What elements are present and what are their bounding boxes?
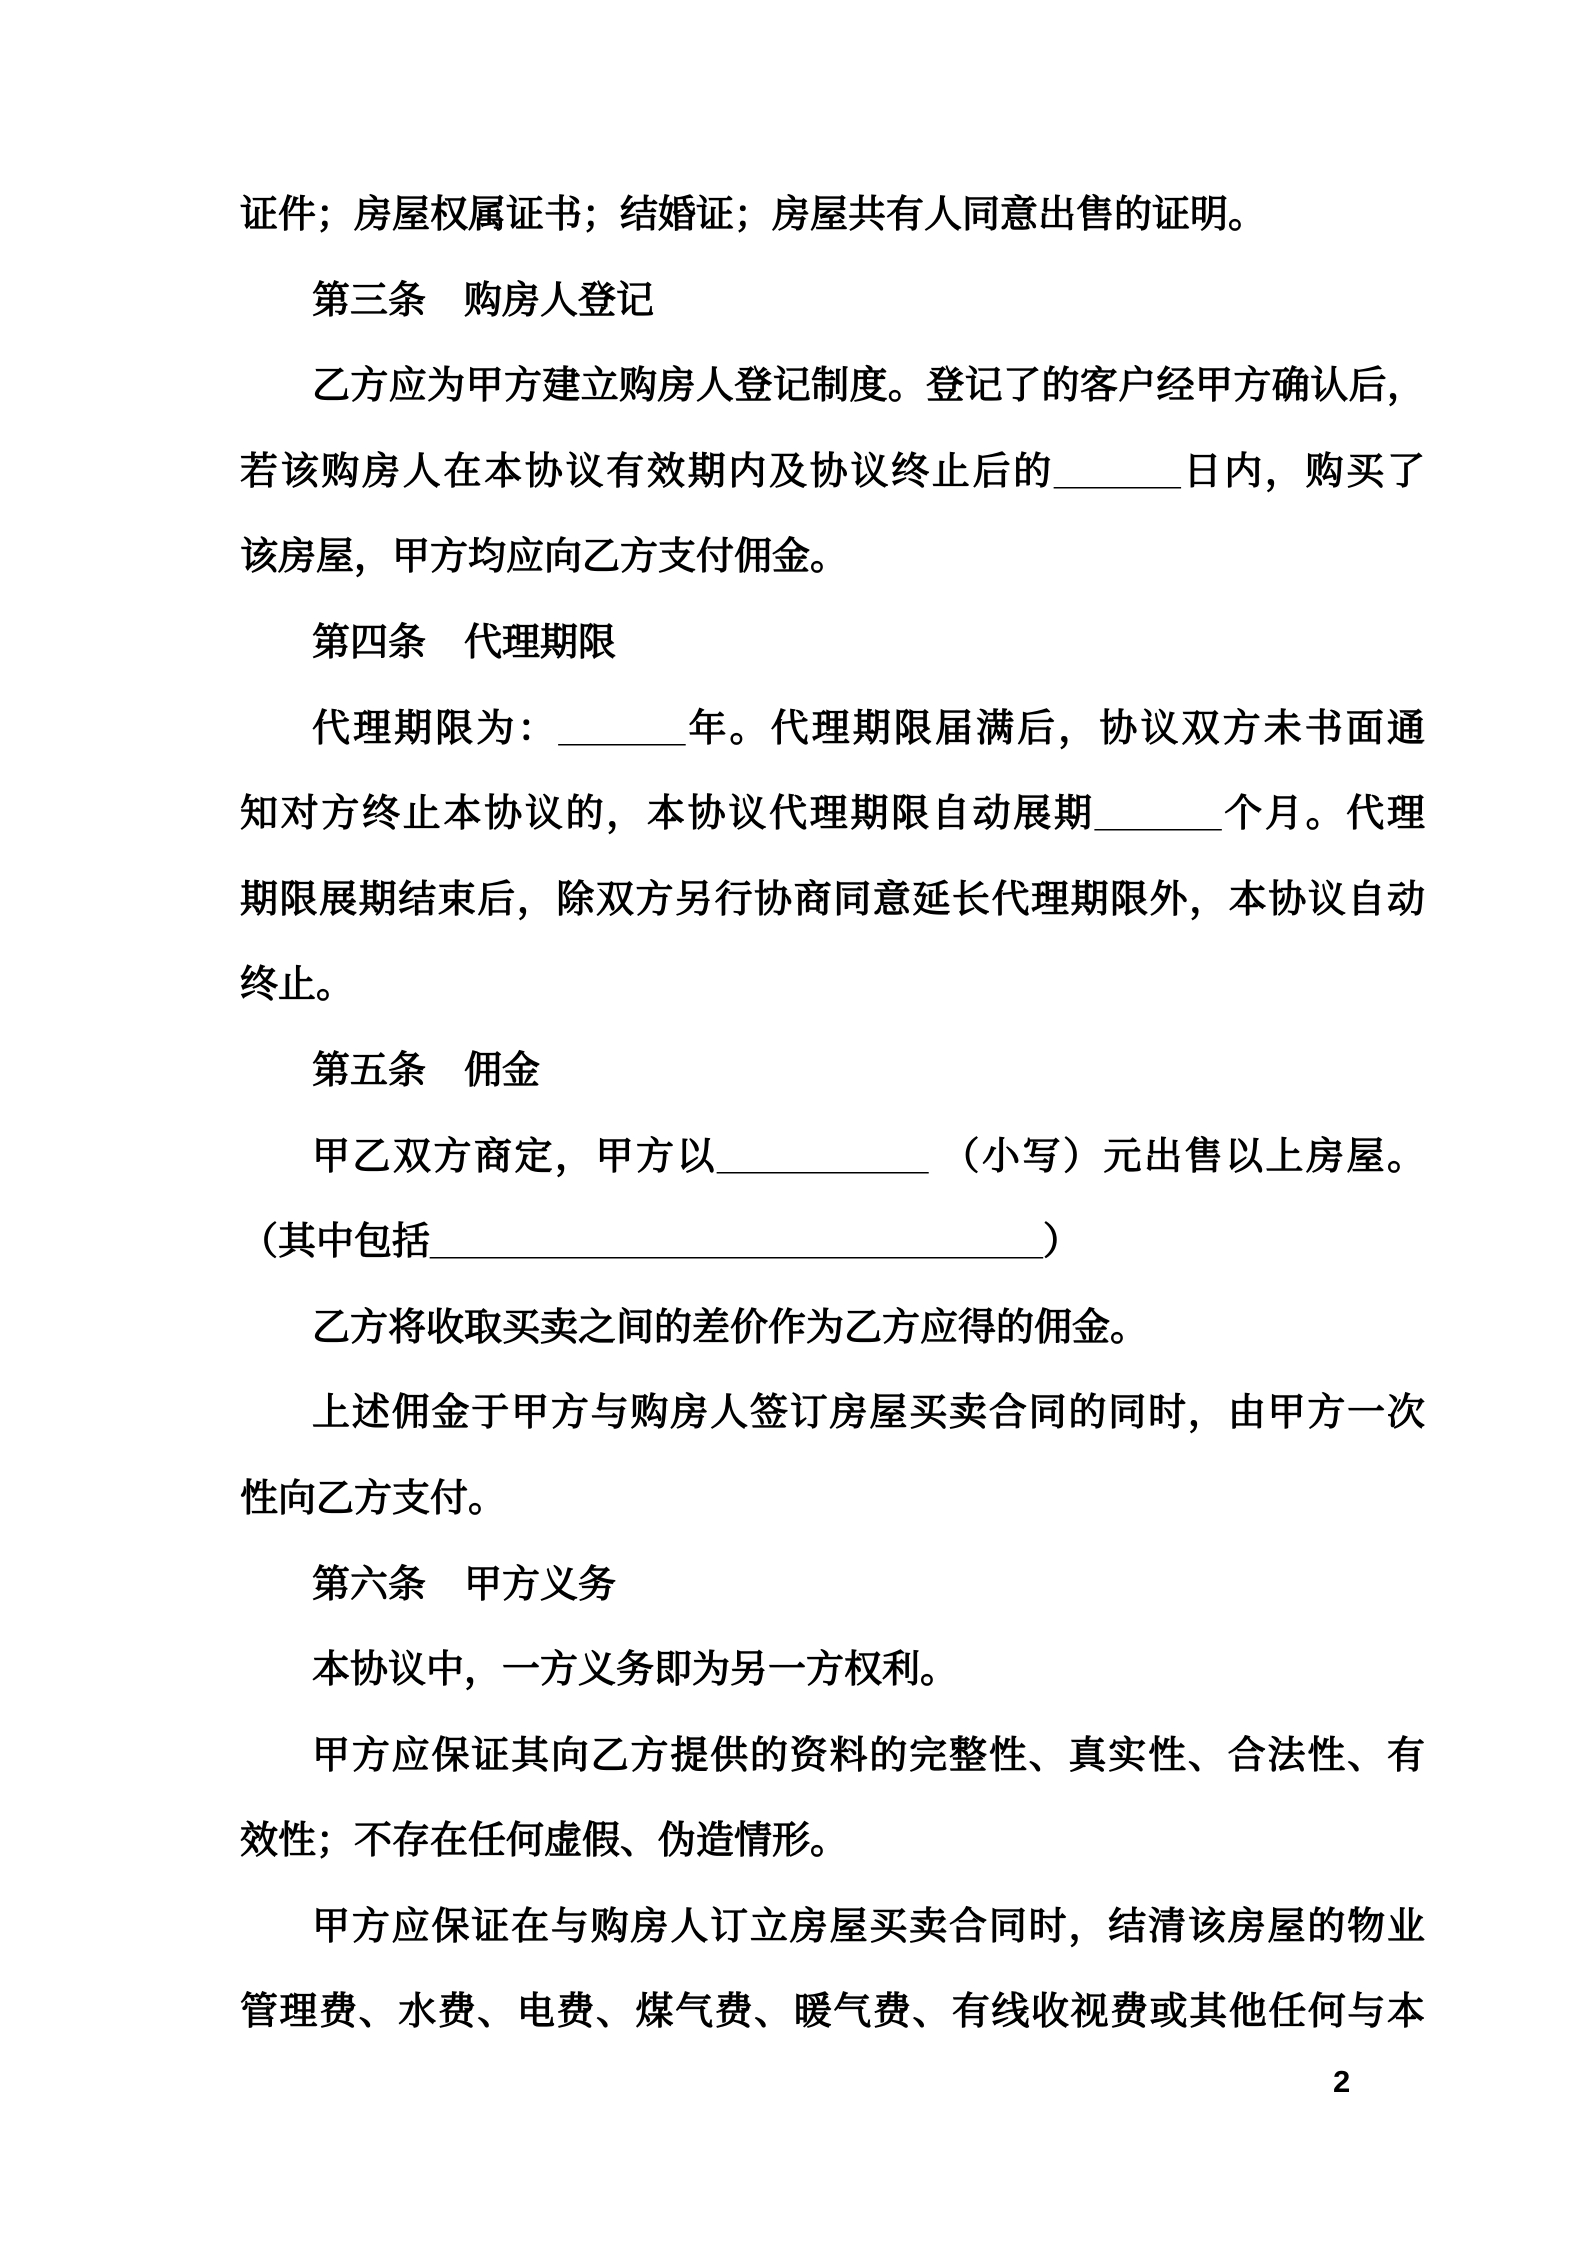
text-line: （其中包括_____________________________）	[240, 1221, 1081, 1264]
text-line: 终止。	[240, 964, 355, 1007]
text-line: 乙方应为甲方建立购房人登记制度。登记了的客户经甲方确认后，	[312, 365, 1425, 408]
text-line: 性向乙方支付。	[240, 1477, 507, 1520]
page-number: 2	[1333, 2064, 1351, 2099]
text-line: 该房屋，甲方均应向乙方支付佣金。	[240, 536, 849, 579]
document-body	[240, 173, 1425, 2056]
text-line: 甲方应保证其向乙方提供的资料的完整性、真实性、合法性、有	[312, 1734, 1425, 1777]
text-line: 甲方应保证在与购房人订立房屋买卖合同时，结清该房屋的物业	[312, 1905, 1425, 1948]
text-line: 若该购房人在本协议有效期内及协议终止后的______日内，购买了	[240, 450, 1425, 493]
text-line: 代理期限为：______年。代理期限届满后，协议双方未书面通	[312, 707, 1425, 750]
text-line: 乙方将收取买卖之间的差价作为乙方应得的佣金。	[312, 1306, 1149, 1349]
text-line: 证件；房屋权属证书；结婚证；房屋共有人同意出售的证明。	[240, 194, 1267, 236]
text-line: 效性；不存在任何虚假、伪造情形。	[240, 1820, 849, 1863]
text-line: 第六条 甲方义务	[312, 1563, 617, 1606]
text-line: 管理费、水费、电费、煤气费、暖气费、有线收视费或其他任何与本	[240, 1991, 1425, 2034]
text-line: 上述佣金于甲方与购房人签订房屋买卖合同的同时，由甲方一次	[312, 1392, 1425, 1435]
text-line: 第四条 代理期限	[312, 621, 617, 664]
text-line: 甲乙双方商定，甲方以__________ （小写）元出售以上房屋。	[312, 1135, 1425, 1178]
text-line: 期限展期结束后，除双方另行协商同意延长代理期限外，本协议自动	[240, 878, 1425, 921]
text-line: 第五条 佣金	[312, 1049, 541, 1092]
text-line: 本协议中，一方义务即为另一方权利。	[312, 1649, 959, 1692]
text-line: 知对方终止本协议的，本协议代理期限自动展期______个月。代理	[240, 793, 1425, 836]
text-line: 第三条 购房人登记	[312, 279, 655, 322]
